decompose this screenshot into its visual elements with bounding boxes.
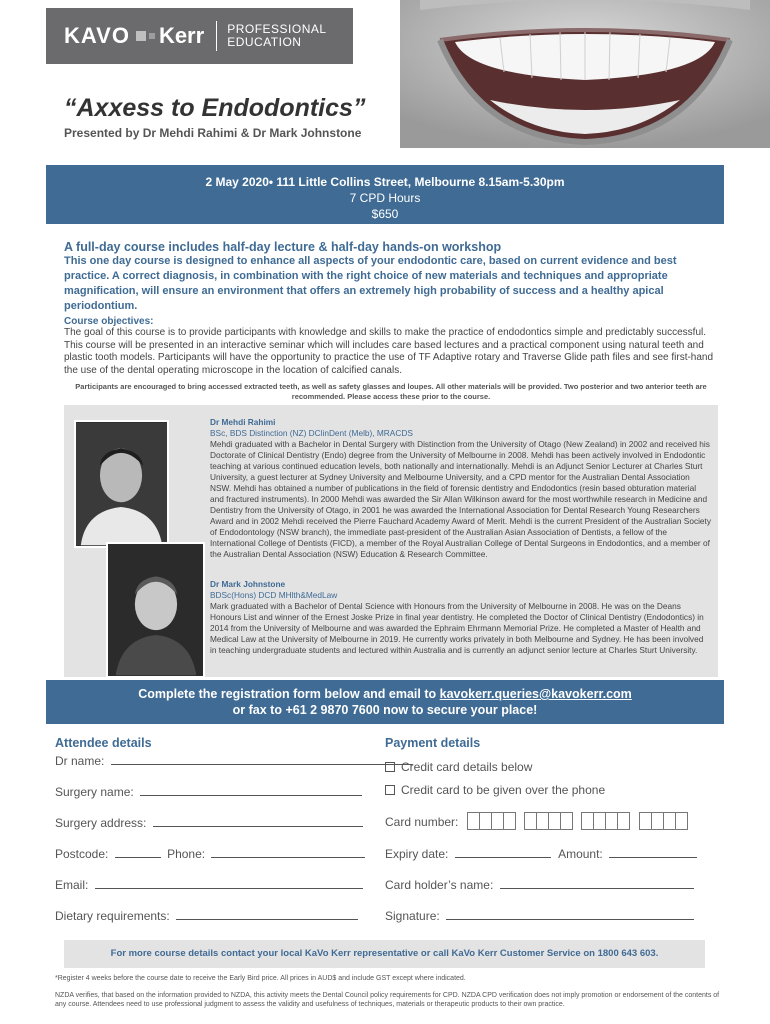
payment-details-section xyxy=(385,736,715,923)
surgery-address-row xyxy=(55,814,363,830)
logo-small-square-icon xyxy=(149,33,155,39)
logo-divider xyxy=(216,21,217,51)
participants-note: Participants are encouraged to bring accessed extracted teeth, as well as safety glasses and loupes. All other materials will be provided. Two posterior and two anterior teeth are recommended. Please access these prior to the course. xyxy=(75,382,707,401)
course-title: “Axxess to Endodontics” xyxy=(64,94,366,122)
phone-label: Phone: xyxy=(167,847,206,861)
card-number-row xyxy=(385,812,688,830)
postcode-field[interactable] xyxy=(115,845,161,858)
surgery-name-row xyxy=(55,783,362,799)
registration-line1 xyxy=(46,686,724,702)
presenters-line: Presented by Dr Mehdi Rahimi & Dr Mark Johnstone xyxy=(64,126,362,140)
card-holder-field[interactable] xyxy=(500,876,694,889)
bio-credentials: BSc, BDS Distinction (NZ) DClinDent (Melb), MRACDS xyxy=(210,428,413,438)
attendee-details-section xyxy=(55,736,375,923)
logo-professional-education xyxy=(227,23,326,49)
smile-photo xyxy=(400,0,770,148)
registration-email-link[interactable]: kavokerr.queries@kavokerr.com xyxy=(439,687,632,701)
dietary-label: Dietary requirements: xyxy=(55,909,170,923)
signature-field[interactable] xyxy=(446,907,694,920)
presenter-bios xyxy=(64,405,718,677)
registration-line2: or fax to +61 2 9870 7600 now to secure your place! xyxy=(232,703,538,717)
footnote-nzda: NZDA verifies, that based on the information provided to NZDA, this activity meets the Dental Council policy requirements for CPD. NZDA CPD verification does not imply promotion or endorsement of the contents of any course. Attendees need to use professional judgment to assess the validity and usefulness of techniques, materials or therapeutic products to their own practice. xyxy=(55,992,720,1008)
email-field[interactable] xyxy=(95,876,363,889)
bio-text: Mehdi graduated with a Bachelor in Dental Surgery with Distinction from the University of Otago (New Zealand) in 2002 and received his Doctorate of Clinical Dentistry (Endo) degree from the University of Melbourne in 2008. Mehdi has been actively involved in Endodontic teaching at various continued education levels, both nationally and internationally. Mehdi is an Adjunct Senior Lecturer at Charles Sturt University, a guest lecturer at Sydney University and Melbourne University, and a CPD mentor for the Australian Dental Association NSW. Mehdi has obtained a number of publications in the field of forensic dentistry and Endodontics (resin based obturation material and fractured instruments). In 2000 Mehdi was awarded the Sir Allan Wilkinson award for the most worthwhile research in Medicine and Dentistry from the University of Otago, in 2001 he was awarded the International Association for Dental Research Young Researchers Award and in 2002 Mehdi received the Pierre Fauchard Academy Award of Merit. Mehdi is the current President of the Australian Society of Endodontology (NSW branch), the immediate past-president of the Australian Asian Association of Dentists, a fellow of the International College of Dentists (FICD), a member of the Royal Australian College of Dental Surgeons in Endodontics, and a member of the Australian Dental Association (NSW) Education & Research Committee. xyxy=(210,439,712,559)
email-label: Email: xyxy=(55,878,89,892)
attendee-heading: Attendee details xyxy=(55,736,152,750)
event-details-bar xyxy=(46,165,724,224)
intro-heading: A full-day course includes half-day lecture & half-day hands-on workshop xyxy=(64,240,502,254)
event-date-location: 2 May 2020• 111 Little Collins Street, Melbourne 8.15am-5.30pm xyxy=(205,175,565,189)
card-number-group-1[interactable] xyxy=(468,812,516,830)
card-holder-row xyxy=(385,876,694,892)
intro-paragraph: This one day course is designed to enhance all aspects of your endodontic care, based on current evidence and best practice. A correct diagnosis, in combination with the right choice of new materials and techniques and appropriate magnification, will ensure an environment that offers an extremely high probability of success and a healthy apical periodontium. xyxy=(64,255,677,312)
dietary-row xyxy=(55,907,358,923)
card-number-label: Card number: xyxy=(385,815,459,829)
bio-credentials: BDSc(Hons) DCD MHlth&MedLaw xyxy=(210,590,338,600)
postcode-phone-row xyxy=(55,845,365,861)
dr-name-row xyxy=(55,752,413,768)
mark-johnstone-photo xyxy=(106,542,205,678)
surgery-name-label: Surgery name: xyxy=(55,785,134,799)
signature-row xyxy=(385,907,694,923)
email-row xyxy=(55,876,363,892)
logo-kerr-text: Kerr xyxy=(158,23,205,48)
dietary-field[interactable] xyxy=(176,907,358,920)
card-number-group-3[interactable] xyxy=(582,812,630,830)
objectives-heading: Course objectives: xyxy=(64,316,154,327)
card-phone-label: Credit card to be given over the phone xyxy=(401,783,606,797)
registration-prefix: Complete the registration form below and email to xyxy=(138,687,440,701)
signature-label: Signature: xyxy=(385,909,440,923)
amount-field[interactable] xyxy=(609,845,697,858)
card-number-group-2[interactable] xyxy=(525,812,573,830)
payment-option-card-below xyxy=(385,760,532,774)
bio-name: Dr Mark Johnstone xyxy=(210,579,286,589)
objectives-paragraph: The goal of this course is to provide participants with knowledge and skills to make the practice of endodontics simple and predictably successful. This course will be presented in an interactive seminar which will includes care based lectures and a practical component using natural teeth and plastic tooth models. Participants will have the opportunity to practice the use of TF Adaptive rotary and Traverse Glide path files and see first-hand the use of the dental operating microscope in the location of calcified canals. xyxy=(64,327,714,376)
event-price: $650 xyxy=(371,207,399,221)
logo-square-icon xyxy=(136,31,146,41)
event-cpd-hours: 7 CPD Hours xyxy=(349,191,421,205)
dr-name-field[interactable] xyxy=(111,752,413,765)
logo-kavo-text: KAVO xyxy=(64,23,130,48)
bio-mark xyxy=(210,579,712,656)
phone-field[interactable] xyxy=(211,845,365,858)
registration-bar xyxy=(46,680,724,724)
card-below-checkbox[interactable] xyxy=(385,762,395,772)
dr-name-label: Dr name: xyxy=(55,754,105,768)
kavo-kerr-logo xyxy=(46,8,353,64)
bio-name: Dr Mehdi Rahimi xyxy=(210,417,276,427)
card-number-group-4[interactable] xyxy=(640,812,688,830)
logo-pe-line2: EDUCATION xyxy=(227,35,302,49)
card-phone-checkbox[interactable] xyxy=(385,785,395,795)
bio-mehdi xyxy=(210,417,712,560)
logo-pe-line1: PROFESSIONAL xyxy=(227,22,327,36)
expiry-label: Expiry date: xyxy=(385,847,449,861)
footnote-early-bird: *Register 4 weeks before the course date to receive the Early Bird price. All prices in AUD$ and include GST except where indicated. xyxy=(55,975,466,982)
surgery-address-field[interactable] xyxy=(153,814,363,827)
expiry-field[interactable] xyxy=(455,845,551,858)
expiry-amount-row xyxy=(385,845,697,861)
surgery-name-field[interactable] xyxy=(140,783,362,796)
mehdi-rahimi-photo xyxy=(74,420,169,548)
amount-label: Amount: xyxy=(558,847,603,861)
card-holder-label: Card holder’s name: xyxy=(385,878,494,892)
surgery-address-label: Surgery address: xyxy=(55,816,147,830)
bio-text: Mark graduated with a Bachelor of Dental Science with Honours from the University of Melbourne in 2008. He was on the Deans Honours List and winner of the Ernest Joske Prize in final year dentistry. He completed the Doctor of Clinical Dentistry (Endodontics) in 2014 from the University of Melbourne and was awarded the Ephraim Ehrmann Memorial Prize. He completed a Master of Health and Medical Law at the University of Melbourne in 2019. He currently works privately in both Melbourne and Sydney. He has been involved in teaching undergraduate students and lectured within Australia and is currently an adjunct senior lecture at Charles Sturt University. xyxy=(210,601,704,655)
payment-option-phone xyxy=(385,783,605,797)
card-below-label: Credit card details below xyxy=(401,760,533,774)
postcode-label: Postcode: xyxy=(55,847,109,861)
payment-heading: Payment details xyxy=(385,736,481,750)
contact-bar: For more course details contact your local KaVo Kerr representative or call KaVo Kerr Customer Service on 1800 643 603. xyxy=(64,940,705,968)
